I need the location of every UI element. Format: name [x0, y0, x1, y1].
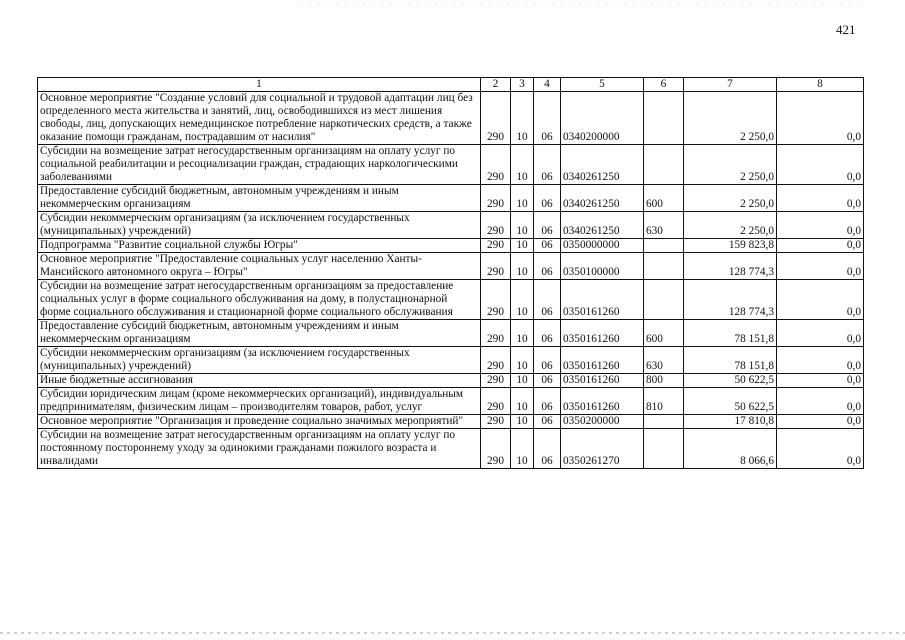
amount-cell: 0,0 — [777, 253, 864, 280]
expense-type-cell — [644, 253, 684, 280]
page-number: 421 — [836, 22, 856, 37]
amount-cell: 2 250,0 — [684, 92, 777, 145]
ministry-code-cell: 290 — [481, 388, 511, 415]
amount-cell: 0,0 — [777, 212, 864, 239]
subsection-code-cell: 06 — [534, 92, 561, 145]
amount-cell: 78 151,8 — [684, 347, 777, 374]
subsection-code-cell: 06 — [534, 347, 561, 374]
scan-artifact-bottom — [0, 632, 905, 634]
ministry-code-cell: 290 — [481, 374, 511, 388]
table-row — [38, 92, 864, 145]
table-row — [38, 239, 864, 253]
item-name-cell: Иные бюджетные ассигнования — [38, 374, 481, 388]
subsection-code-cell: 06 — [534, 280, 561, 320]
ministry-code-cell: 290 — [481, 239, 511, 253]
ministry-code-cell: 290 — [481, 92, 511, 145]
amount-cell: 128 774,3 — [684, 280, 777, 320]
amount-cell: 0,0 — [777, 374, 864, 388]
subsection-code-cell: 06 — [534, 374, 561, 388]
subsection-code-cell: 06 — [534, 239, 561, 253]
item-name-cell: Субсидии некоммерческим организациям (за исключением государственных (муниципальных) учреждений) — [38, 347, 481, 374]
target-article-cell: 0350161260 — [561, 280, 644, 320]
table-row — [38, 212, 864, 239]
section-code-cell: 10 — [511, 145, 534, 185]
expense-type-cell — [644, 145, 684, 185]
table-row — [38, 253, 864, 280]
table-row — [38, 374, 864, 388]
section-code-cell: 10 — [511, 415, 534, 429]
table-row — [38, 185, 864, 212]
item-name-cell: Предоставление субсидий бюджетным, автономным учреждениям и иным некоммерческим организациям — [38, 185, 481, 212]
target-article-cell: 0350261270 — [561, 429, 644, 469]
amount-cell: 0,0 — [777, 92, 864, 145]
table-row — [38, 320, 864, 347]
amount-cell: 0,0 — [777, 280, 864, 320]
expense-type-cell: 800 — [644, 374, 684, 388]
section-code-cell: 10 — [511, 347, 534, 374]
subsection-code-cell: 06 — [534, 253, 561, 280]
ministry-code-cell: 290 — [481, 415, 511, 429]
amount-cell: 0,0 — [777, 185, 864, 212]
column-header: 6 — [644, 78, 684, 92]
column-header: 3 — [511, 78, 534, 92]
ministry-code-cell: 290 — [481, 347, 511, 374]
section-code-cell: 10 — [511, 92, 534, 145]
scan-artifact-top — [300, 3, 865, 4]
subsection-code-cell: 06 — [534, 429, 561, 469]
section-code-cell: 10 — [511, 253, 534, 280]
expense-type-cell: 630 — [644, 347, 684, 374]
expense-type-cell: 810 — [644, 388, 684, 415]
expense-type-cell: 600 — [644, 320, 684, 347]
target-article-cell: 0350161260 — [561, 320, 644, 347]
section-code-cell: 10 — [511, 429, 534, 469]
amount-cell: 50 622,5 — [684, 374, 777, 388]
target-article-cell: 0350161260 — [561, 388, 644, 415]
target-article-cell: 0350000000 — [561, 239, 644, 253]
item-name-cell: Субсидии на возмещение затрат негосударственным организациям на оплату услуг по социальной реабилитации и ресоциализации граждан, страдающих наркологическими заболеваниями — [38, 145, 481, 185]
expense-type-cell — [644, 280, 684, 320]
ministry-code-cell: 290 — [481, 320, 511, 347]
amount-cell: 78 151,8 — [684, 320, 777, 347]
amount-cell: 8 066,6 — [684, 429, 777, 469]
section-code-cell: 10 — [511, 239, 534, 253]
ministry-code-cell: 290 — [481, 253, 511, 280]
subsection-code-cell: 06 — [534, 185, 561, 212]
table-row — [38, 145, 864, 185]
subsection-code-cell: 06 — [534, 415, 561, 429]
table-body — [38, 92, 864, 469]
column-header: 5 — [561, 78, 644, 92]
target-article-cell: 0350161260 — [561, 374, 644, 388]
ministry-code-cell: 290 — [481, 212, 511, 239]
amount-cell: 50 622,5 — [684, 388, 777, 415]
subsection-code-cell: 06 — [534, 212, 561, 239]
amount-cell: 128 774,3 — [684, 253, 777, 280]
amount-cell: 159 823,8 — [684, 239, 777, 253]
expense-type-cell — [644, 429, 684, 469]
target-article-cell: 0340261250 — [561, 212, 644, 239]
item-name-cell: Предоставление субсидий бюджетным, автономным учреждениям и иным некоммерческим организациям — [38, 320, 481, 347]
subsection-code-cell: 06 — [534, 320, 561, 347]
expense-type-cell — [644, 92, 684, 145]
budget-table — [37, 77, 864, 469]
target-article-cell: 0340261250 — [561, 145, 644, 185]
column-header: 8 — [777, 78, 864, 92]
item-name-cell: Подпрограмма "Развитие социальной службы Югры" — [38, 239, 481, 253]
target-article-cell: 0350161260 — [561, 347, 644, 374]
table-row — [38, 388, 864, 415]
table-row — [38, 347, 864, 374]
amount-cell: 0,0 — [777, 415, 864, 429]
ministry-code-cell: 290 — [481, 145, 511, 185]
section-code-cell: 10 — [511, 320, 534, 347]
amount-cell: 2 250,0 — [684, 145, 777, 185]
table-header-row — [38, 78, 864, 92]
item-name-cell: Основное мероприятие "Организация и проведение социально значимых мероприятий" — [38, 415, 481, 429]
section-code-cell: 10 — [511, 388, 534, 415]
expense-type-cell: 630 — [644, 212, 684, 239]
target-article-cell: 0350200000 — [561, 415, 644, 429]
amount-cell: 2 250,0 — [684, 212, 777, 239]
column-header: 1 — [38, 78, 481, 92]
amount-cell: 0,0 — [777, 320, 864, 347]
column-header: 7 — [684, 78, 777, 92]
amount-cell: 17 810,8 — [684, 415, 777, 429]
item-name-cell: Основное мероприятие "Создание условий для социальной и трудовой адаптации лиц без определенного места жительства и занятий, лиц, освободившихся из мест лишения свободы, лиц, допускающих немедицинское потребление наркотических средств, а также оказание помощи гражданам, пострадавшим от насилия" — [38, 92, 481, 145]
section-code-cell: 10 — [511, 212, 534, 239]
section-code-cell: 10 — [511, 374, 534, 388]
table-row — [38, 280, 864, 320]
section-code-cell: 10 — [511, 280, 534, 320]
ministry-code-cell: 290 — [481, 280, 511, 320]
item-name-cell: Основное мероприятие "Предоставление социальных услуг населению Ханты-Мансийского автономного округа – Югры" — [38, 253, 481, 280]
amount-cell: 0,0 — [777, 347, 864, 374]
expense-type-cell: 600 — [644, 185, 684, 212]
ministry-code-cell: 290 — [481, 429, 511, 469]
target-article-cell: 0340200000 — [561, 92, 644, 145]
target-article-cell: 0350100000 — [561, 253, 644, 280]
subsection-code-cell: 06 — [534, 388, 561, 415]
column-header: 4 — [534, 78, 561, 92]
amount-cell: 2 250,0 — [684, 185, 777, 212]
item-name-cell: Субсидии на возмещение затрат негосударственным организациям за предоставление социальных услуг в форме социального обслуживания на дому, в полустационарной форме социального обслуживания и стационарной форме социального обслуживания — [38, 280, 481, 320]
amount-cell: 0,0 — [777, 145, 864, 185]
item-name-cell: Субсидии некоммерческим организациям (за исключением государственных (муниципальных) учреждений) — [38, 212, 481, 239]
column-header: 2 — [481, 78, 511, 92]
table-row — [38, 429, 864, 469]
section-code-cell: 10 — [511, 185, 534, 212]
amount-cell: 0,0 — [777, 429, 864, 469]
ministry-code-cell: 290 — [481, 185, 511, 212]
item-name-cell: Субсидии юридическим лицам (кроме некоммерческих организаций), индивидуальным предпринимателям, физическим лицам – производителям товаров, работ, услуг — [38, 388, 481, 415]
item-name-cell: Субсидии на возмещение затрат негосударственным организациям на оплату услуг по постоянному постороннему уходу за одинокими гражданами пожилого возраста и инвалидами — [38, 429, 481, 469]
table-row — [38, 415, 864, 429]
target-article-cell: 0340261250 — [561, 185, 644, 212]
subsection-code-cell: 06 — [534, 145, 561, 185]
expense-type-cell — [644, 239, 684, 253]
expense-type-cell — [644, 415, 684, 429]
amount-cell: 0,0 — [777, 239, 864, 253]
amount-cell: 0,0 — [777, 388, 864, 415]
